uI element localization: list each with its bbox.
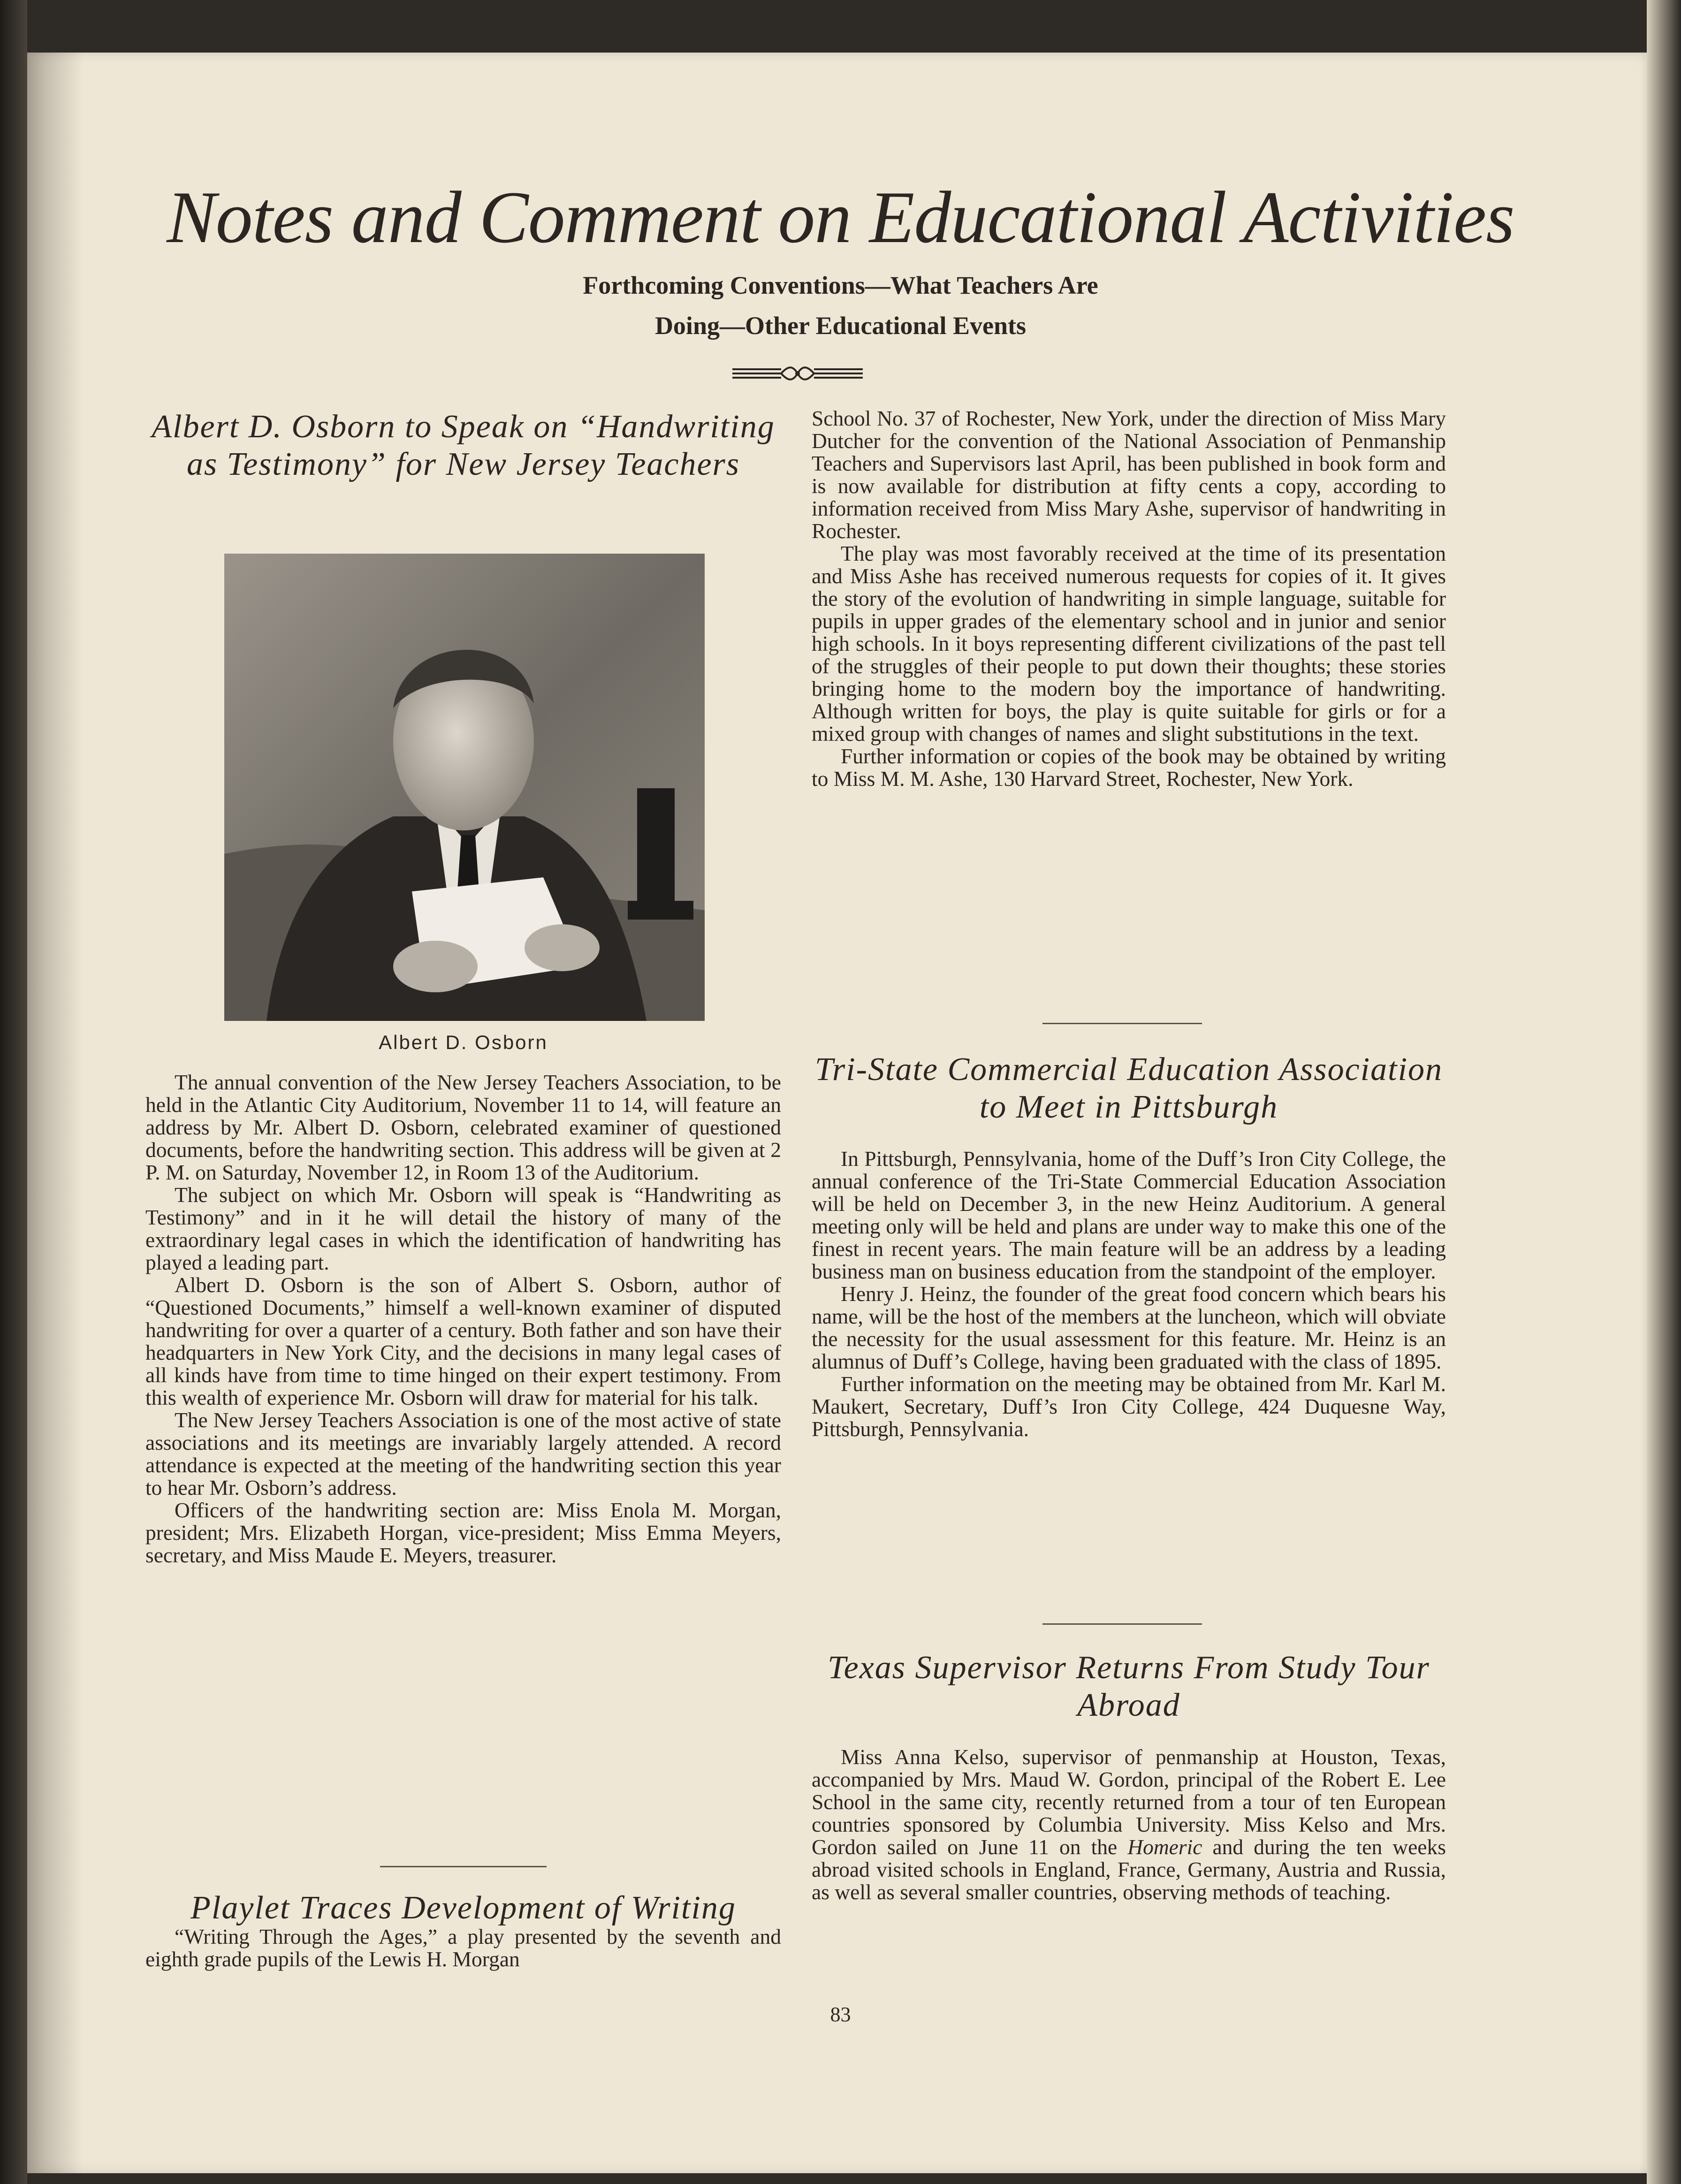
article-playlet-block bbox=[145, 1891, 781, 1971]
article-osborn-paragraph: The New Jersey Teachers Association is one of the most active of state associations and its meetings are invariably largely attended. A record attendance is expected at the meeting of the handwriting section this year to hear Mr. Osborn’s address. bbox=[145, 1408, 781, 1499]
section-divider bbox=[1042, 1023, 1202, 1024]
subtitle-line-2: Doing—Other Educational Events bbox=[654, 312, 1027, 340]
article-tristate-paragraph: In Pittsburgh, Pennsylvania, home of the Duff’s Iron City College, the annual conference of the Tri-State Commercial Education Association will be held on December 3, in the new Heinz Auditorium. A general meeting only will be held and plans are under way to make this one of the finest in recent years. The main feature will be an address by a leading business man on business education from the standpoint of the employer. bbox=[812, 1147, 1446, 1283]
article-osborn-paragraph: Albert D. Osborn is the son of Albert S. Osborn, author of “Questioned Documents,” himself a well-known examiner of disputed handwriting for over a quarter of a century. Both father and son have their headquarters in New York City, and the decisions in many legal cases of all kinds have from time to time hinged on their expert testimony. From this wealth of experience Mr. Osborn will draw for material for his talk. bbox=[145, 1273, 781, 1409]
article-playlet-paragraph: Further information or copies of the book may be obtained by writing to Miss M. M. Ashe, 130 Harvard Street, Rochester, New York. bbox=[812, 744, 1446, 791]
article-osborn-body bbox=[145, 1071, 781, 1567]
article-tristate-block bbox=[812, 1051, 1446, 1440]
section-divider bbox=[1042, 1623, 1202, 1625]
article-playlet-paragraph: “Writing Through the Ages,” a play presented by the seventh and eighth grade pupils of the Lewis H. Morgan bbox=[145, 1925, 781, 1971]
article-osborn-paragraph: Officers of the handwriting section are: Miss Enola M. Morgan, president; Mrs. Elizabeth Horgan, vice-president; Miss Emma Meyers, secretary, and Miss Maude E. Meyers, treasurer. bbox=[145, 1498, 781, 1567]
article-osborn-paragraph: The subject on which Mr. Osborn will speak is “Handwriting as Testimony” and in it he will detail the history of many of the extraordinary legal cases in which the identification of handwriting has played a leading part. bbox=[145, 1183, 781, 1274]
portrait-illustration bbox=[224, 554, 705, 1021]
article-osborn-paragraph: The annual convention of the New Jersey Teachers Association, to be held in the Atlantic City Auditorium, November 11 to 14, will feature an address by Mr. Albert D. Osborn, celebrated examiner of questioned documents, before the handwriting section. This address will be given at 2 P. M. on Saturday, November 12, in Room 13 of the Auditorium. bbox=[145, 1070, 781, 1184]
section-divider bbox=[380, 1866, 547, 1867]
ornament-divider bbox=[730, 364, 866, 383]
article-tristate-heading: Tri-State Commercial Education Association to Meet in Pittsburgh bbox=[814, 1051, 1443, 1125]
subtitle-line-1: Forthcoming Conventions—What Teachers Are bbox=[583, 271, 1098, 299]
article-playlet-heading: Playlet Traces Development of Writing bbox=[190, 1890, 736, 1926]
page-subtitle bbox=[0, 265, 1681, 346]
article-osborn-heading-block bbox=[145, 408, 781, 483]
article-playlet-continued bbox=[812, 407, 1446, 790]
article-playlet-paragraph: School No. 37 of Rochester, New York, under the direction of Miss Mary Dutcher for the convention of the National Association of Penmanship Teachers and Supervisors last April, has been published in book form and is now available for distribution at fifty cents a copy, according to information received from Miss Mary Ashe, supervisor of handwriting in Rochester. bbox=[812, 406, 1446, 543]
page-title: Notes and Comment on Educational Activities bbox=[167, 176, 1514, 259]
article-texas-text-1: Miss Anna Kelso, supervisor of penmanship at Houston, Texas, accompanied by Mrs. Maud W. Gordon, principal of the Robert E. Lee School in the same city, recently returned from a tour of ten European countries sponsored by Columbia University. Miss Kelso and Mrs. Gordon sailed on June 11 on the bbox=[812, 1745, 1446, 1859]
article-texas-heading: Texas Supervisor Returns From Study Tour Abroad bbox=[828, 1650, 1430, 1723]
article-tristate-paragraph: Further information on the meeting may be obtained from Mr. Karl M. Maukert, Secretary, Duff’s Iron City College, 424 Duquesne Way, Pittsburgh, Pennsylvania. bbox=[812, 1372, 1446, 1441]
portrait-photo bbox=[224, 554, 705, 1021]
ship-name: Homeric bbox=[1127, 1835, 1202, 1859]
page-number: 83 bbox=[830, 2003, 851, 2026]
article-osborn-heading: Albert D. Osborn to Speak on “Handwriting as Testimony” for New Jersey Teachers bbox=[152, 409, 775, 482]
article-playlet-paragraph: The play was most favorably received at the time of its presentation and Miss Ashe has received numerous requests for copies of it. It gives the story of the evolution of handwriting in simple language, suitable for pupils in upper grades of the elementary school and in junior and senior high schools. In it boys representing different civilizations of the past tell of the struggles of their people to put down their thoughts; these stories bringing home to the modern boy the importance of handwriting. Although written for boys, the play is quite suitable for girls or for a mixed group with changes of names and slight substitutions in the text. bbox=[812, 541, 1446, 746]
photo-caption: Albert D. Osborn bbox=[379, 1031, 548, 1053]
page-gutter-shadow bbox=[27, 53, 84, 2173]
article-texas-text-2: and during the ten weeks abroad visited schools in England, France, Germany, Austria and Russia, as well as several smaller countries, observing methods of teaching. bbox=[812, 1835, 1446, 1904]
article-texas-block bbox=[812, 1649, 1446, 1903]
article-texas-paragraph bbox=[812, 1746, 1446, 1903]
article-tristate-paragraph: Henry J. Heinz, the founder of the great food concern which bears his name, will be the host of the members at the luncheon, which will obviate the necessity for the usual assessment for this feature. Mr. Heinz is an alumnus of Duff’s College, having been graduated with the class of 1895. bbox=[812, 1282, 1446, 1373]
